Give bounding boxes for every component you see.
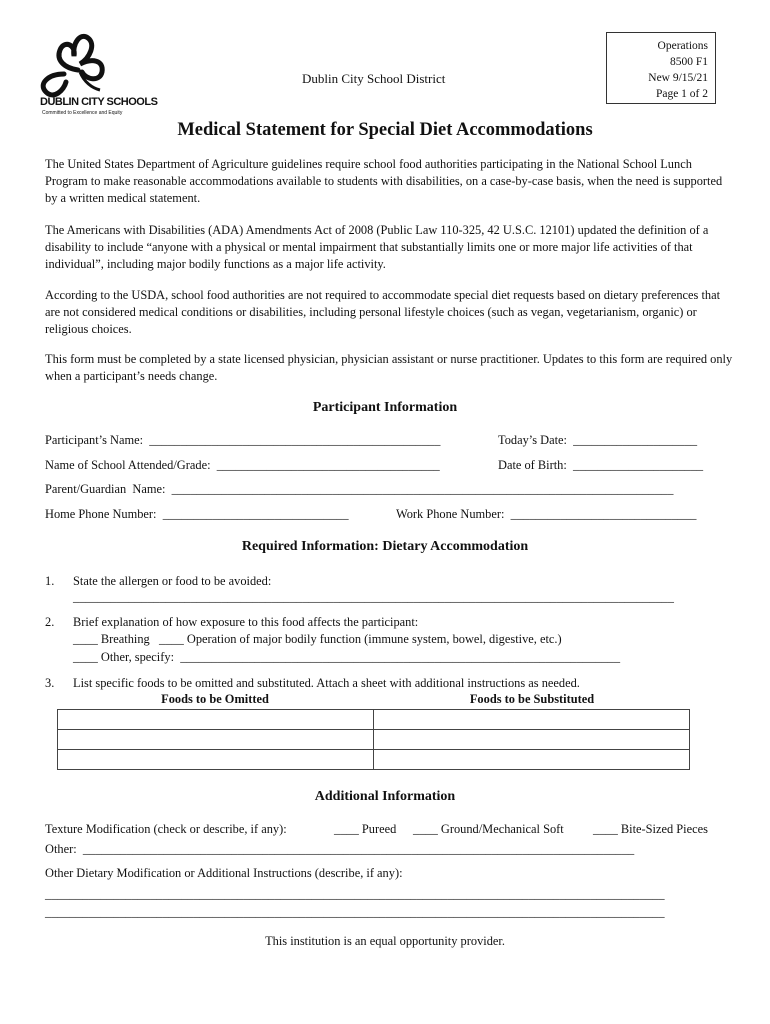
table-row [58,730,690,750]
instructions-field-1[interactable]: ____________________________________________________________________________________________________ [45,887,665,901]
allergen-field[interactable]: _________________________________________________________________________________________________ [73,590,674,604]
additional-heading: Additional Information [314,789,456,804]
policy-box [606,32,716,104]
date-of-birth-field[interactable]: Date of Birth: _____________________ [498,458,704,472]
table-row [58,750,690,770]
policy-dept: Operations [657,40,708,52]
allergen-question: State the allergen or food to be avoided: [73,574,272,588]
required-heading: Required Information: Dietary Accommodation [241,539,529,554]
pureed-option[interactable]: ____ Pureed [334,822,397,836]
district-name: Dublin City School District [302,71,446,86]
school-grade-field[interactable]: Name of School Attended/Grade: ____________________________________ [45,458,440,472]
work-phone-field[interactable]: Work Phone Number: ______________________________ [396,507,697,521]
col-header-substituted: Foods to be Substituted [469,692,595,706]
texture-other-field[interactable]: Other: _________________________________________________________________________________________ [45,842,635,856]
ground-soft-option[interactable]: ____ Ground/Mechanical Soft [413,822,564,836]
policy-date: New 9/15/21 [648,72,708,84]
policy-number: 8500 F1 [669,56,708,68]
item-number: 2. [45,615,55,629]
todays-date-field[interactable]: Today’s Date: ____________________ [498,433,698,447]
home-phone-field[interactable]: Home Phone Number: ______________________________ [45,507,349,521]
foods-question: List specific foods to be omitted and substituted. Attach a sheet with additional instructions as needed. [73,676,580,690]
item-number: 1. [45,574,55,588]
item-number: 3. [45,676,55,690]
exposure-other-field[interactable]: ____ Other, specify: _______________________________________________________________________ [73,650,621,664]
exposure-question: Brief explanation of how exposure to this food affects the participant: [73,615,419,629]
paragraph-completion: This form must be completed by a state licensed physician, physician assistant or nurse practitioner. Updates to this form are required only when a participant’s needs change. [45,352,733,383]
omitted-cell[interactable] [58,750,374,770]
bite-sized-option[interactable]: ____ Bite-Sized Pieces [593,822,708,836]
parent-guardian-field[interactable]: Parent/Guardian Name: _________________________________________________________________________________ [45,482,674,496]
omitted-cell[interactable] [58,710,374,730]
col-header-omitted: Foods to be Omitted [161,692,269,706]
paragraph-ada: The Americans with Disabilities (ADA) Amendments Act of 2008 (Public Law 110-325, 42 U.S.C. 12101) updated the definition of a disability to include “anyone with a physical or mental impairment that substantially limits one or more major life activities of that individual”, including major bodily functions as a major life activity. [45,223,709,271]
instructions-field-2[interactable]: ____________________________________________________________________________________________________ [45,905,665,919]
other-diet-label: Other Dietary Modification or Additional Instructions (describe, if any): [45,866,403,880]
paragraph-usda: The United States Department of Agriculture guidelines require school food authorities participating in the National School Lunch Program to make reasonable accommodations available to students with disabilities, on a case-by-case basis, when the need is supported by a written medical statement. [45,157,723,205]
substituted-cell[interactable] [374,730,690,750]
substituted-cell[interactable] [374,710,690,730]
logo-tagline: Committed to Excellence and Equity [42,110,123,116]
participant-name-field[interactable]: Participant’s Name: _______________________________________________ [45,433,441,447]
texture-label: Texture Modification (check or describe, if any): [45,822,287,836]
participant-heading: Participant Information [312,400,458,415]
omitted-cell[interactable] [58,730,374,750]
page-number: Page 1 of 2 [655,88,708,100]
paragraph-preferences: According to the USDA, school food authorities are not required to accommodate special diet requests based on dietary preferences that are not considered medical conditions or disabilities, including personal lifestyle choices (such as vegan, vegetarianism, organic) or religious choices. [45,288,721,336]
foods-table [57,709,690,770]
table-row [58,710,690,730]
substituted-cell[interactable] [374,750,690,770]
exposure-options[interactable]: ____ Breathing ____ Operation of major bodily function (immune system, bowel, digestive, etc.) [73,632,562,646]
page-title: Medical Statement for Special Diet Accommodations [177,120,593,140]
equal-opportunity-notice: This institution is an equal opportunity provider. [265,934,505,948]
logo-wordmark: DUBLIN CITY SCHOOLS [40,96,158,108]
